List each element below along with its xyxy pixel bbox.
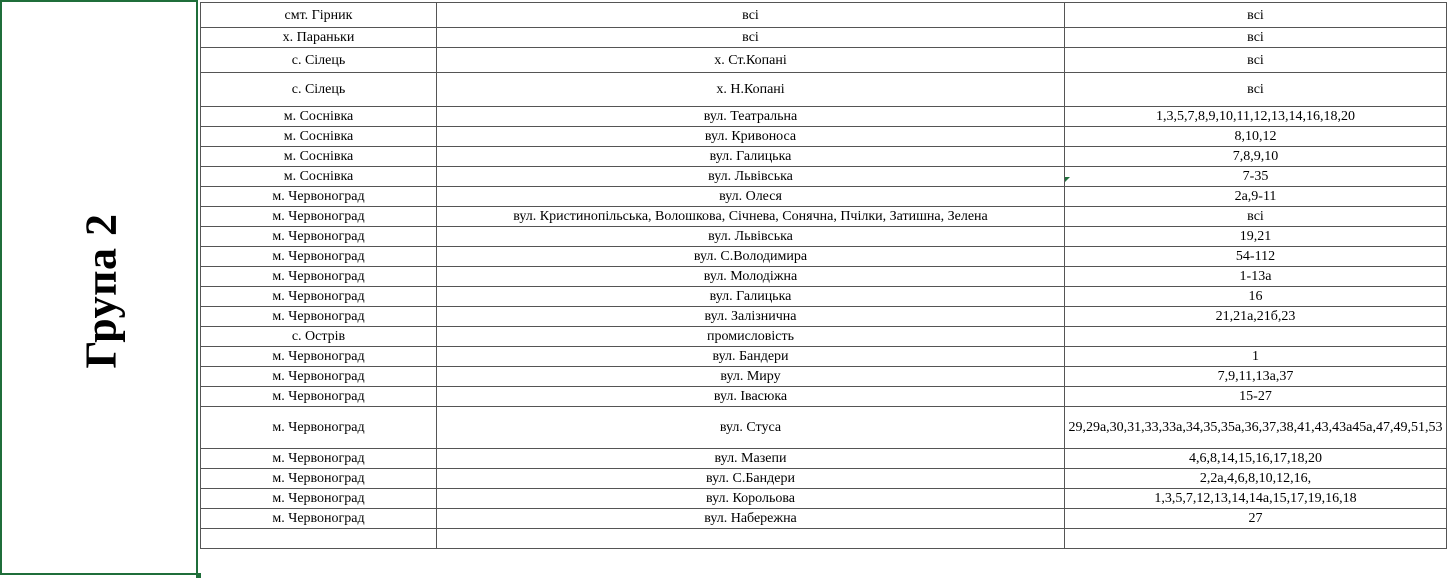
cell-street[interactable]: вул. Кристинопільська, Волошкова, Січнева, Сонячна, Пчілки, Затишна, Зелена: [437, 207, 1065, 227]
cell-settlement[interactable]: м. Соснівка: [201, 147, 437, 167]
table-row: [201, 449, 1447, 469]
cell-street[interactable]: вул. С.Володимира: [437, 247, 1065, 267]
table-row: [201, 48, 1447, 73]
cell-houses[interactable]: 19,21: [1065, 227, 1447, 247]
table-row: [201, 3, 1447, 28]
cell-street[interactable]: вул. Миру: [437, 367, 1065, 387]
cell-settlement[interactable]: м. Червоноград: [201, 187, 437, 207]
table-row: [201, 167, 1447, 187]
group-label: Група 2: [76, 213, 126, 369]
cell-houses[interactable]: 7-35: [1065, 167, 1447, 187]
table-row: [201, 489, 1447, 509]
cell-settlement[interactable]: с. Сілець: [201, 48, 437, 73]
cell-houses[interactable]: 1,3,5,7,12,13,14,14а,15,17,19,16,18: [1065, 489, 1447, 509]
schedule-table: [200, 2, 1447, 549]
cell-settlement[interactable]: м. Червоноград: [201, 247, 437, 267]
cell-settlement[interactable]: х. Параньки: [201, 28, 437, 48]
cell-settlement[interactable]: м. Червоноград: [201, 387, 437, 407]
cell-houses[interactable]: всі: [1065, 207, 1447, 227]
cell-houses[interactable]: всі: [1065, 73, 1447, 107]
cell-street[interactable]: вул. Набережна: [437, 509, 1065, 529]
table-row: [201, 347, 1447, 367]
cell-street[interactable]: вул. Залізнична: [437, 307, 1065, 327]
cell-houses[interactable]: 7,8,9,10: [1065, 147, 1447, 167]
cell-houses[interactable]: 27: [1065, 509, 1447, 529]
cell-street[interactable]: вул. Галицька: [437, 287, 1065, 307]
cell-street[interactable]: вул. Мазепи: [437, 449, 1065, 469]
cell-street[interactable]: вул. Галицька: [437, 147, 1065, 167]
cell-settlement[interactable]: м. Червоноград: [201, 207, 437, 227]
cell-street[interactable]: вул. Львівська: [437, 167, 1065, 187]
fill-handle[interactable]: [196, 573, 201, 578]
cell-street[interactable]: вул. Стуса: [437, 407, 1065, 449]
cell-houses[interactable]: всі: [1065, 48, 1447, 73]
cell-street[interactable]: вул. Львівська: [437, 227, 1065, 247]
cell-settlement[interactable]: м. Червоноград: [201, 407, 437, 449]
cell-houses[interactable]: 16: [1065, 287, 1447, 307]
cell-street[interactable]: вул. Корольова: [437, 489, 1065, 509]
cell-settlement[interactable]: м. Червоноград: [201, 267, 437, 287]
cell-houses[interactable]: [1065, 327, 1447, 347]
cell-houses[interactable]: 21,21а,21б,23: [1065, 307, 1447, 327]
table-body: [201, 3, 1447, 549]
table-row: [201, 327, 1447, 347]
cell-settlement[interactable]: м. Червоноград: [201, 489, 437, 509]
cell-street[interactable]: вул. Молодіжна: [437, 267, 1065, 287]
cell-houses[interactable]: 1-13а: [1065, 267, 1447, 287]
table-row: [201, 529, 1447, 549]
table-row: [201, 127, 1447, 147]
cell-houses[interactable]: [1065, 529, 1447, 549]
cell-houses[interactable]: 8,10,12: [1065, 127, 1447, 147]
table-row: [201, 287, 1447, 307]
cell-houses[interactable]: 1,3,5,7,8,9,10,11,12,13,14,16,18,20: [1065, 107, 1447, 127]
cell-street[interactable]: вул. Кривоноса: [437, 127, 1065, 147]
table-row: [201, 107, 1447, 127]
cell-settlement[interactable]: м. Червоноград: [201, 347, 437, 367]
cell-houses[interactable]: 29,29а,30,31,33,33а,34,35,35а,36,37,38,41,43,43а45а,47,49,51,53: [1065, 407, 1447, 449]
cell-settlement[interactable]: смт. Гірник: [201, 3, 437, 28]
table-row: [201, 207, 1447, 227]
cell-settlement[interactable]: м. Червоноград: [201, 287, 437, 307]
table-row: [201, 387, 1447, 407]
cell-settlement[interactable]: м. Соснівка: [201, 127, 437, 147]
cell-street[interactable]: вул. Бандери: [437, 347, 1065, 367]
cell-street[interactable]: всі: [437, 3, 1065, 28]
cell-street[interactable]: вул. С.Бандери: [437, 469, 1065, 489]
cell-settlement[interactable]: с. Острів: [201, 327, 437, 347]
cell-houses[interactable]: всі: [1065, 3, 1447, 28]
cell-street[interactable]: х. Н.Копані: [437, 73, 1065, 107]
cell-houses[interactable]: 1: [1065, 347, 1447, 367]
table-row: [201, 147, 1447, 167]
cell-street[interactable]: вул. Театральна: [437, 107, 1065, 127]
group-cell[interactable]: [0, 0, 198, 575]
table-row: [201, 28, 1447, 48]
cell-houses[interactable]: всі: [1065, 28, 1447, 48]
cell-street[interactable]: [437, 529, 1065, 549]
cell-houses[interactable]: 54-112: [1065, 247, 1447, 267]
cell-settlement[interactable]: м. Червоноград: [201, 449, 437, 469]
table-row: [201, 73, 1447, 107]
table-row: [201, 509, 1447, 529]
cell-houses[interactable]: 7,9,11,13а,37: [1065, 367, 1447, 387]
cell-houses[interactable]: 2,2а,4,6,8,10,12,16,: [1065, 469, 1447, 489]
cell-settlement[interactable]: м. Червоноград: [201, 367, 437, 387]
cell-settlement[interactable]: м. Соснівка: [201, 167, 437, 187]
cell-settlement[interactable]: м. Червоноград: [201, 307, 437, 327]
cell-settlement[interactable]: м. Червоноград: [201, 509, 437, 529]
cell-houses[interactable]: 15-27: [1065, 387, 1447, 407]
table-row: [201, 407, 1447, 449]
table-row: [201, 307, 1447, 327]
table-row: [201, 247, 1447, 267]
table-row: [201, 267, 1447, 287]
cell-settlement[interactable]: с. Сілець: [201, 73, 437, 107]
cell-street[interactable]: промисловість: [437, 327, 1065, 347]
table-row: [201, 187, 1447, 207]
table-row: [201, 469, 1447, 489]
cell-settlement[interactable]: [201, 529, 437, 549]
cell-street[interactable]: вул. Івасюка: [437, 387, 1065, 407]
table-row: [201, 227, 1447, 247]
cell-comment-marker: [1065, 177, 1070, 182]
cell-houses[interactable]: 4,6,8,14,15,16,17,18,20: [1065, 449, 1447, 469]
table-row: [201, 367, 1447, 387]
cell-street[interactable]: всі: [437, 28, 1065, 48]
cell-street[interactable]: вул. Олеся: [437, 187, 1065, 207]
cell-houses[interactable]: 2а,9-11: [1065, 187, 1447, 207]
cell-street[interactable]: х. Ст.Копані: [437, 48, 1065, 73]
cell-settlement[interactable]: м. Соснівка: [201, 107, 437, 127]
cell-settlement[interactable]: м. Червоноград: [201, 227, 437, 247]
cell-settlement[interactable]: м. Червоноград: [201, 469, 437, 489]
